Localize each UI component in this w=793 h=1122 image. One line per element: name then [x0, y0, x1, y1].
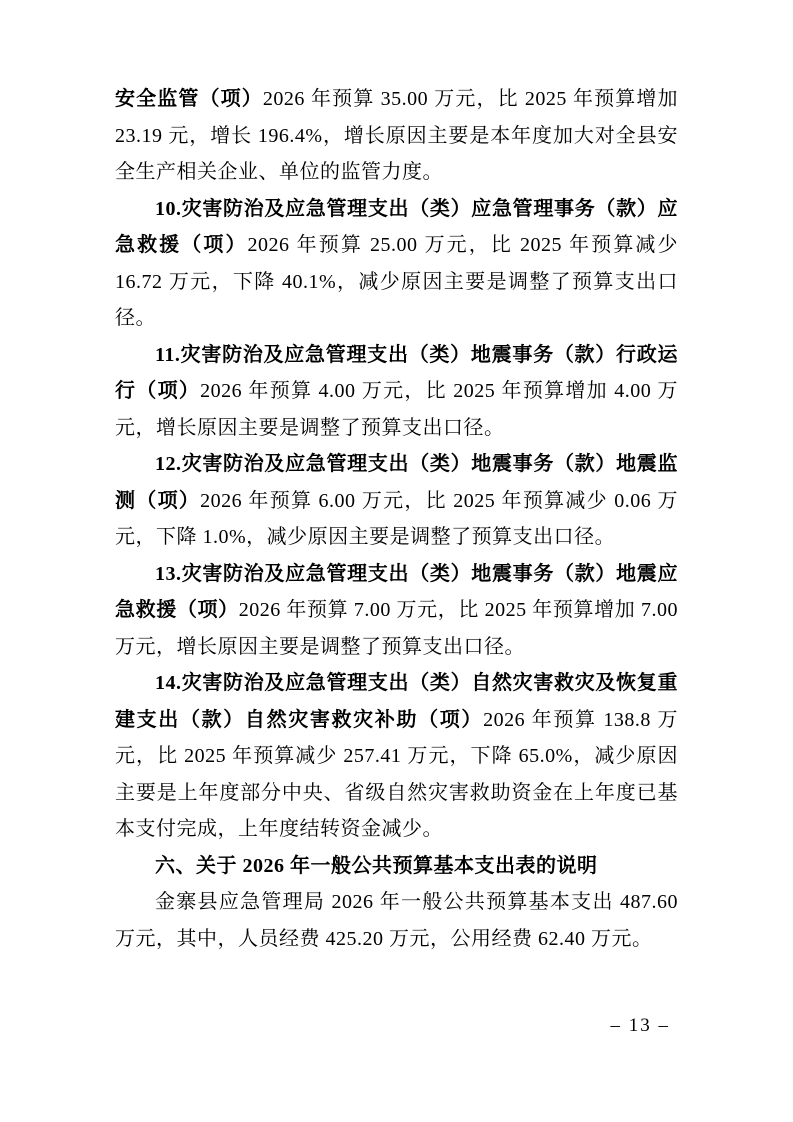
paragraph-text: 2026 年预算 35.00 万元，比 2025 年预算增加 23.19 元，增长 196.4%，增长原因主要是本年度加大对全县安全生产相关企业、单位的监管力度。 [115, 88, 679, 183]
paragraph-lead: 10.灾害防治及应急管理支出（类）应急管理事务（款）应急救援（项） [115, 197, 678, 256]
paragraph-text: 金寨县应急管理局 2026 年一般公共预算基本支出 487.60 万元，其中，人员经费 425.20 万元，公用经费 62.40 万元。 [115, 891, 678, 950]
paragraph-item13 [115, 556, 678, 666]
section-heading: 六、关于 2026 年一般公共预算基本支出表的说明 [155, 854, 598, 877]
paragraph-text: 2026 年预算 4.00 万元，比 2025 年预算增加 4.00 万元，增长原因主要是调整了预算支出口径。 [115, 380, 679, 439]
paragraph-closing [115, 884, 678, 957]
paragraph-item9-continuation [115, 81, 678, 191]
paragraph-text: 2026 年预算 7.00 万元，比 2025 年预算增加 7.00 万元，增长原因主要是调整了预算支出口径。 [115, 599, 678, 658]
paragraph-text: 2026 年预算 6.00 万元，比 2025 年预算减少 0.06 万元，下降 1.0%，减少原因主要是调整了预算支出口径。 [115, 489, 679, 548]
paragraph-lead: 13.灾害防治及应急管理支出（类）地震事务（款）地震应急救援（项） [115, 562, 678, 621]
paragraph-text: 2026 年预算 25.00 万元，比 2025 年预算减少 16.72 万元，下降 40.1%，减少原因主要是调整了预算支出口径。 [115, 234, 679, 329]
paragraph-lead: 11.灾害防治及应急管理支出（类）地震事务（款）行政运行（项） [115, 343, 678, 402]
paragraph-item12 [115, 446, 678, 556]
paragraph-item10 [115, 191, 678, 337]
page-content [115, 81, 678, 957]
paragraph-item14 [115, 665, 678, 848]
paragraph-lead: 14.灾害防治及应急管理支出（类）自然灾害救灾及恢复重建支出（款）自然灾害救灾补助（项） [115, 672, 678, 731]
page-number: – 13 – [610, 1015, 670, 1036]
paragraph-text: 2026 年预算 138.8 万元，比 2025 年预算减少 257.41 万元，下降 65.0%，减少原因主要是上年度部分中央、省级自然灾害救助资金在上年度已基本支付完成，上年度结转资金减少。 [115, 708, 679, 840]
paragraph-item11 [115, 337, 678, 447]
paragraph-lead: 安全监管（项） [115, 88, 263, 110]
paragraph-lead: 12.灾害防治及应急管理支出（类）地震事务（款）地震监测（项） [115, 453, 678, 512]
